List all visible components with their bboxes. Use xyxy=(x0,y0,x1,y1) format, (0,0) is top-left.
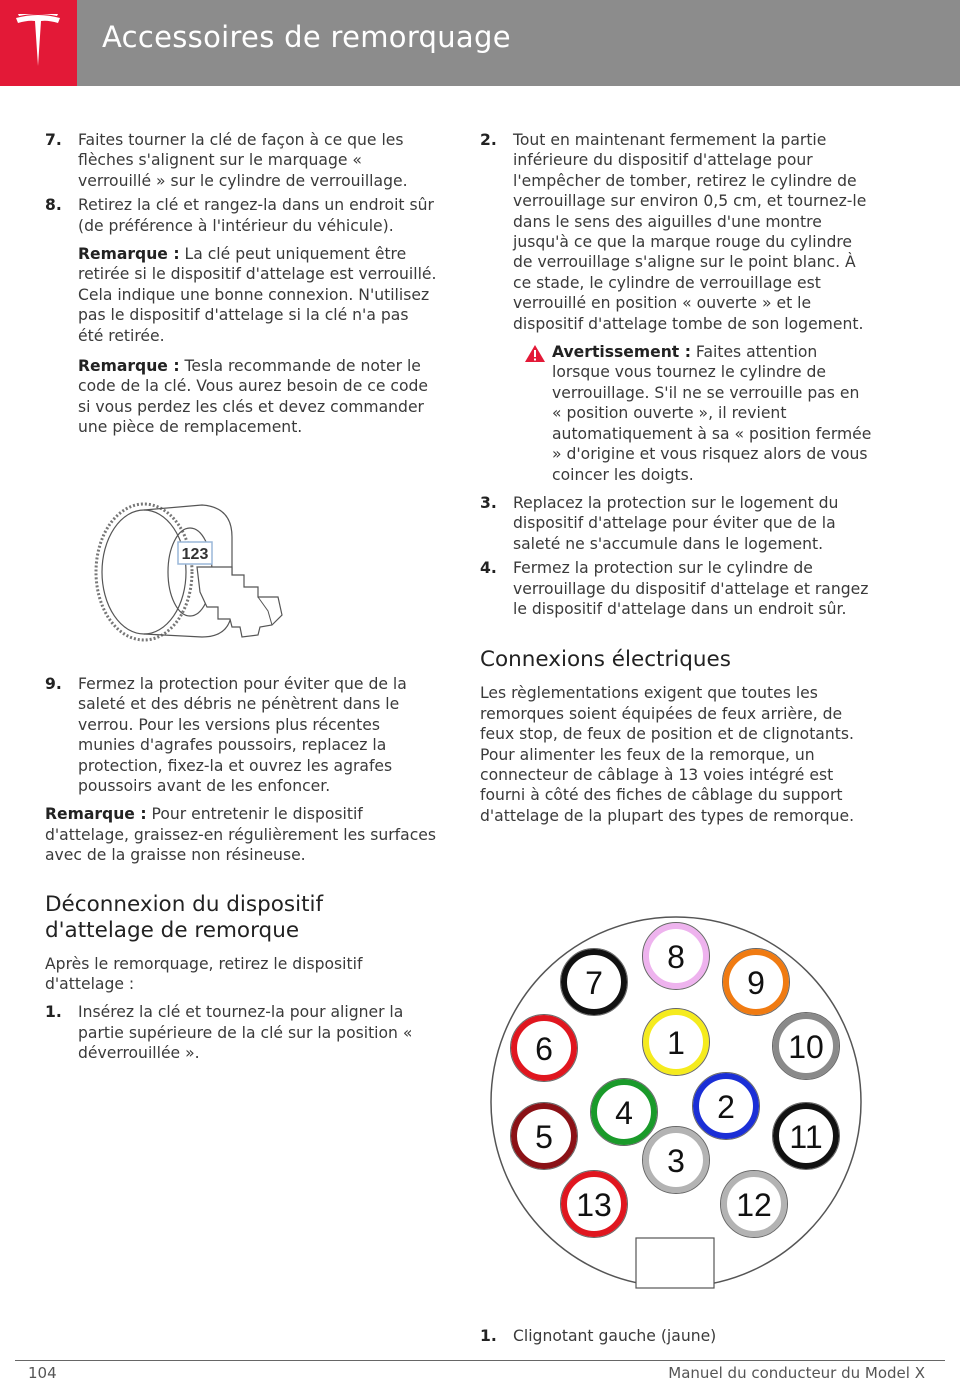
connector-key-tab xyxy=(636,1238,714,1288)
note-maintenance xyxy=(45,804,437,865)
connector-pin-label: 4 xyxy=(615,1095,633,1131)
step-text: Tout en maintenant fermement la partie inférieure du dispositif d'attelage pour l'empêcher de tomber, retirez le cylindre de verrouillage sur environ 0,5 cm, et tournez-le dans le sens des aiguilles d'une montre jusqu'à ce que la marque rouge du cylindre de verrouillage s'aligne sur le point blanc. À ce stade, le cylindre de verrouillage est verrouillé en position « ouverte » et le dispositif d'attelage tombe de son logement. xyxy=(513,131,867,333)
section-intro: Les règlementations exigent que toutes les remorques soient équipées de feux arrière, de feux stop, de feux de position et de clignotants. Pour alimenter les feux de la remorque, un connecteur de câblage à 13 voies intégré est fourni à côté des fiches de câblage du support d'attelage de la plupart des types de remorque. xyxy=(480,684,855,825)
step-text: Fermez la protection sur le cylindre de verrouillage du dispositif d'attelage et rangez le dispositif d'attelage dans un endroit sûr. xyxy=(513,559,869,618)
step-4 xyxy=(480,558,872,619)
connector-pin-label: 10 xyxy=(788,1029,824,1065)
connector-pin-1 xyxy=(643,1009,710,1076)
warning-box xyxy=(480,342,872,485)
connector-pin-7 xyxy=(561,949,628,1016)
section-heading-disconnect: Déconnexion du dispositif d'attelage de remorque xyxy=(45,891,324,943)
step-number: 7. xyxy=(45,131,62,149)
connector-pin-label: 5 xyxy=(535,1119,553,1155)
warning-icon xyxy=(524,344,546,363)
key-code-label: 123 xyxy=(181,546,209,563)
left-column-lower xyxy=(45,674,437,1068)
step-7 xyxy=(45,130,437,191)
right-column xyxy=(480,130,872,834)
step-text: Fermez la protection pour éviter que de la saleté et des débris ne pénètrent dans le verrou. Pour les versions plus récentes munies d'agrafes poussoirs, replacez la protection, fixez-la et ouvrez les agrafes poussoirs avant de les enfoncer. xyxy=(78,675,407,796)
note-text: La clé peut uniquement être retirée si le dispositif d'attelage est verrouillé. Cela indique une bonne connexion. N'utilisez pas le dispositif d'attelage si la clé n'a pas été retirée. xyxy=(78,245,437,345)
note-label: Remarque : xyxy=(78,245,180,264)
step-number: 2. xyxy=(480,131,497,149)
step-text: Replacez la protection sur le logement du dispositif d'attelage pour éviter que de la saleté ne s'accumule dans le logement. xyxy=(513,493,839,553)
step-number: 4. xyxy=(480,559,497,578)
page-header xyxy=(0,0,960,86)
connector-pin-label: 13 xyxy=(576,1187,612,1223)
connector-pin-label: 3 xyxy=(667,1143,685,1179)
step-text: Insérez la clé et tournez-la pour aligner la partie supérieure de la clé sur la position « déverrouillée ». xyxy=(78,1003,413,1063)
step-text: Faites tourner la clé de façon à ce que les flèches s'alignent sur le marquage « verrouillé » sur le cylindre de verrouillage. xyxy=(78,131,408,190)
connector-pin-label: 9 xyxy=(747,965,765,1001)
tesla-logo-icon xyxy=(14,14,62,72)
connector-pin-label: 8 xyxy=(667,939,685,975)
connector-pin-13 xyxy=(561,1171,628,1238)
connector-pin-3 xyxy=(643,1127,710,1194)
page-title: Accessoires de remorquage xyxy=(102,20,511,54)
footer-divider xyxy=(15,1360,945,1361)
connector-pin-10 xyxy=(773,1013,840,1080)
step-8 xyxy=(45,195,437,236)
connector-pin-9 xyxy=(723,949,790,1016)
note-label: Remarque : xyxy=(45,805,147,824)
connector-pin-6 xyxy=(511,1015,578,1082)
connector-pin-2 xyxy=(693,1073,760,1140)
connector-pin-label: 6 xyxy=(535,1031,553,1067)
note-text: Pour entretenir le dispositif d'attelage, graissez-en régulièrement les surfaces avec de la graisse non résineuse. xyxy=(45,805,437,865)
manual-title: Manuel du conducteur du Model X xyxy=(668,1364,925,1382)
legend-number: 1. xyxy=(480,1327,497,1345)
step-number: 8. xyxy=(45,196,62,215)
legend-list xyxy=(480,1326,872,1350)
legend-text: Clignotant gauche (jaune) xyxy=(513,1327,717,1345)
step-9 xyxy=(45,674,437,796)
left-column xyxy=(45,130,437,448)
connector-pin-label: 2 xyxy=(717,1089,735,1125)
key-cylinder-illustration xyxy=(82,497,288,647)
connector-pin-4 xyxy=(591,1079,658,1146)
connector-pin-label: 7 xyxy=(585,965,603,1001)
step-text: Retirez la clé et rangez-la dans un endroit sûr (de préférence à l'intérieur du véhicule). xyxy=(78,196,434,235)
connector-pin-11 xyxy=(773,1103,840,1170)
connector-pin-5 xyxy=(511,1103,578,1170)
page-number: 104 xyxy=(28,1364,57,1382)
warning-text: Faites attention lorsque vous tournez le cylindre de verrouillage. S'il ne se verrouille pas en « position ouverte », il revient automatiquement à sa « position fermée » d'origine et vous risquez alors de vous coincer les doigts. xyxy=(552,343,872,484)
section-intro: Après le remorquage, retirez le dispositif d'attelage : xyxy=(45,954,363,994)
connector-pin-label: 1 xyxy=(667,1025,685,1061)
step-number: 9. xyxy=(45,675,62,693)
section-heading-electrical: Connexions électriques xyxy=(480,647,731,673)
connector-13-pin-diagram xyxy=(480,912,870,1292)
note-label: Remarque : xyxy=(78,357,180,376)
step-3 xyxy=(480,493,872,554)
tesla-logo xyxy=(0,0,77,86)
legend-item-1 xyxy=(480,1326,872,1346)
step-2 xyxy=(480,130,872,334)
note-text: Tesla recommande de noter le code de la clé. Vous aurez besoin de ce code si vous perdez les clés et devez commander une pièce de remplacement. xyxy=(78,357,428,437)
step-number: 1. xyxy=(45,1003,62,1022)
note-key-removal xyxy=(78,244,437,346)
connector-pin-label: 12 xyxy=(736,1187,772,1223)
warning-label: Avertissement : xyxy=(552,343,691,362)
connector-pin-12 xyxy=(721,1171,788,1238)
note-key-code xyxy=(78,356,437,438)
step-1 xyxy=(45,1002,437,1063)
connector-pin-8 xyxy=(643,923,710,990)
connector-pin-label: 11 xyxy=(789,1119,823,1155)
step-number: 3. xyxy=(480,493,497,512)
